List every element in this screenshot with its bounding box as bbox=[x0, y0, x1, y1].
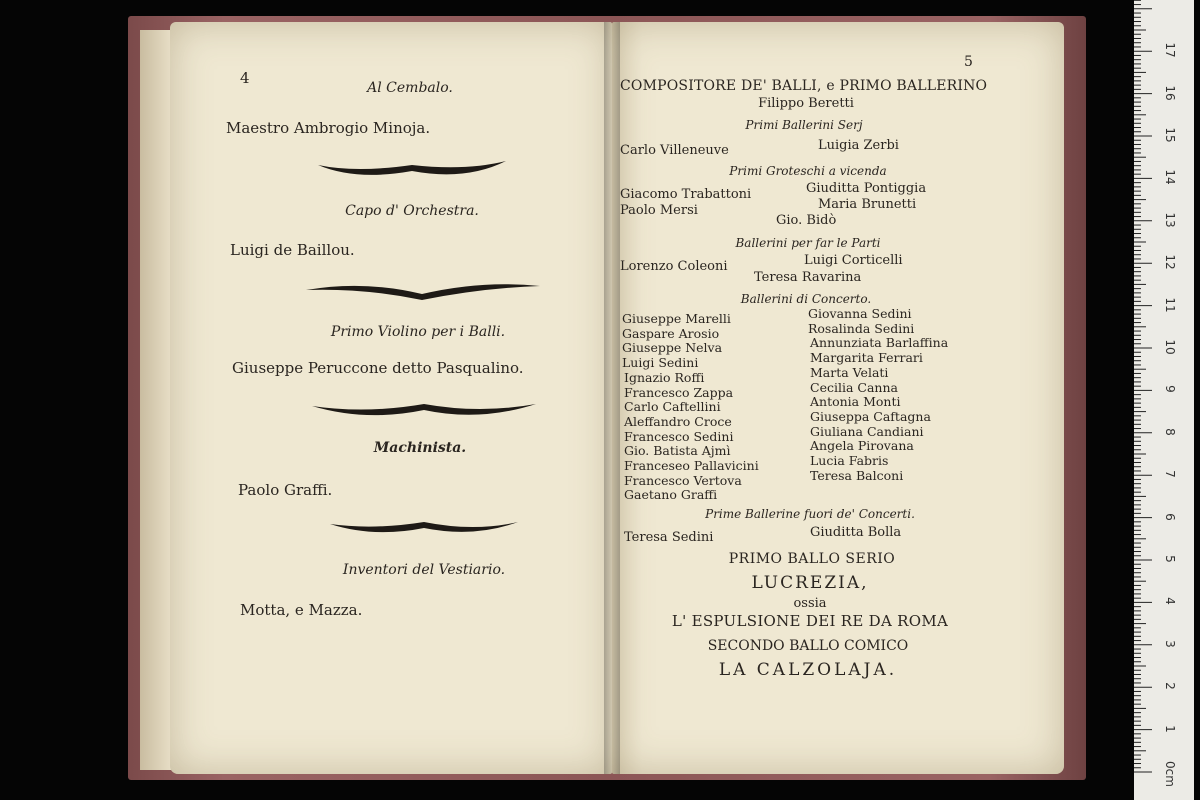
ruler-label: 7 bbox=[1163, 470, 1177, 478]
ruler-label: 10 bbox=[1163, 339, 1177, 355]
ornament-swash-3 bbox=[310, 398, 538, 424]
grotteschi-heading: Primi Groteschi a vicenda bbox=[729, 164, 887, 178]
machinista-heading: Machinista. bbox=[373, 440, 467, 456]
concerto-left-12: Gaetano Graffi bbox=[624, 487, 718, 503]
prime-fuori-right: Giuditta Bolla bbox=[810, 525, 902, 540]
ruler-label: 13 bbox=[1163, 212, 1177, 228]
ruler-label: 1 bbox=[1163, 724, 1177, 733]
concerto-left-7: Aleffandro Croce bbox=[624, 413, 732, 429]
left-page-number: 4 bbox=[240, 69, 250, 87]
violino-name: Giuseppe Peruccone detto Pasqualino. bbox=[232, 359, 524, 377]
concerto-right-7: Giuseppa Caftagna bbox=[810, 408, 931, 424]
concerto-right-0: Giovanna Sedini bbox=[808, 306, 912, 321]
cembalo-heading: Al Cembalo. bbox=[367, 80, 453, 96]
left-page-edge bbox=[140, 30, 172, 770]
concerto-left-3: Luigi Sedini bbox=[622, 355, 699, 371]
parti-center: Teresa Ravarina bbox=[754, 270, 862, 285]
ruler-label: 15 bbox=[1163, 127, 1177, 143]
ornament-swash-2 bbox=[304, 278, 542, 304]
concerto-right-6: Antonia Monti bbox=[810, 394, 901, 410]
concerto-right-9: Angela Pirovana bbox=[810, 438, 914, 454]
parti-left: Lorenzo Coleoni bbox=[620, 259, 728, 274]
measurement-ruler bbox=[1134, 0, 1194, 800]
concerto-left-5: Francesco Zappa bbox=[624, 384, 734, 400]
grotteschi-right-0: Giuditta Pontiggia bbox=[806, 181, 927, 196]
orchestra-heading: Capo d' Orchestra. bbox=[345, 203, 479, 219]
grotteschi-left-1: Paolo Mersi bbox=[620, 203, 698, 218]
ruler-label: 4 bbox=[1163, 597, 1177, 606]
ruler-label: 9 bbox=[1163, 385, 1177, 394]
orchestra-name: Luigi de Baillou. bbox=[230, 241, 355, 259]
secondo-ballo-label: SECONDO BALLO COMICO bbox=[707, 638, 909, 654]
vestiario-heading: Inventori del Vestiario. bbox=[342, 562, 506, 578]
ruler-label: 8 bbox=[1163, 427, 1177, 436]
grotteschi-center: Gio. Bidò bbox=[776, 213, 837, 228]
concerto-right-3: Margarita Ferrari bbox=[810, 350, 923, 366]
ruler-label: 2 bbox=[1163, 682, 1177, 690]
ruler-label: 3 bbox=[1163, 639, 1177, 648]
concerto-left-11: Francesco Vertova bbox=[624, 472, 742, 488]
primo-ballo-label: PRIMO BALLO SERIO bbox=[728, 551, 896, 567]
primi-serj-heading: Primi Ballerini Serj bbox=[745, 118, 863, 132]
grotteschi-right-1: Maria Brunetti bbox=[818, 197, 917, 212]
vestiario-name: Motta, e Mazza. bbox=[240, 601, 363, 619]
prime-fuori-heading: Prime Ballerine fuori de' Concerti. bbox=[705, 507, 915, 521]
ornament-swash-1 bbox=[316, 155, 508, 183]
ruler-label: 11 bbox=[1163, 296, 1177, 313]
ruler-label: 16 bbox=[1163, 84, 1177, 101]
concerto-right-2: Annunziata Barlaffina bbox=[810, 335, 949, 351]
prime-fuori-left: Teresa Sedini bbox=[624, 530, 714, 545]
ruler-label: 5 bbox=[1163, 555, 1177, 563]
concerto-right-5: Cecilia Canna bbox=[810, 379, 898, 395]
violino-heading: Primo Violino per i Balli. bbox=[330, 324, 506, 340]
primi-serj-left: Carlo Villeneuve bbox=[620, 143, 729, 158]
concerto-right-10: Lucia Fabris bbox=[810, 453, 889, 468]
concerto-left-0: Giuseppe Marelli bbox=[622, 311, 731, 326]
concerto-right-8: Giuliana Candiani bbox=[810, 423, 924, 439]
ruler-label: 17 bbox=[1163, 42, 1177, 58]
book-gutter bbox=[604, 22, 620, 774]
concerto-left-6: Carlo Caftellini bbox=[624, 399, 721, 415]
secondo-ballo-title: LA CALZOLAJA. bbox=[718, 660, 898, 680]
concerto-left-9: Gio. Batista Ajmì bbox=[624, 443, 731, 459]
concerto-right-1: Rosalinda Sedini bbox=[808, 320, 915, 336]
right-page-number: 5 bbox=[964, 54, 973, 70]
machinista-name: Paolo Graffi. bbox=[238, 481, 333, 499]
concerto-left-10: Franceseo Pallavicini bbox=[624, 458, 759, 473]
primo-ballo-title: LUCREZIA, bbox=[751, 573, 869, 593]
cembalo-name: Maestro Ambrogio Minoja. bbox=[226, 119, 431, 137]
concerto-heading: Ballerini di Concerto. bbox=[740, 292, 872, 306]
grotteschi-left-0: Giacomo Trabattoni bbox=[620, 187, 752, 202]
ruler-label: 0cm bbox=[1163, 761, 1177, 787]
primo-ballo-subtitle: L' ESPULSIONE DEI RE DA ROMA bbox=[671, 612, 949, 630]
parti-heading: Ballerini per far le Parti bbox=[735, 236, 881, 250]
ruler-label: 14 bbox=[1163, 169, 1177, 186]
parti-right: Luigi Corticelli bbox=[804, 253, 903, 268]
concerto-left-2: Giuseppe Nelva bbox=[622, 340, 723, 356]
concerto-left-1: Gaspare Arosio bbox=[622, 325, 720, 341]
ruler-label: 6 bbox=[1163, 512, 1177, 521]
ossia-text: ossia bbox=[793, 596, 827, 611]
concerto-right-4: Marta Velati bbox=[810, 364, 889, 380]
compositore-name: Filippo Beretti bbox=[758, 96, 854, 111]
concerto-right-11: Teresa Balconi bbox=[810, 467, 904, 483]
ornament-swash-4 bbox=[328, 516, 520, 542]
concerto-left-8: Francesco Sedini bbox=[624, 428, 734, 444]
compositore-heading: COMPOSITORE DE' BALLI, e PRIMO BALLERINO bbox=[620, 78, 988, 94]
concerto-left-4: Ignazio Roffi bbox=[624, 369, 705, 385]
primi-serj-right: Luigia Zerbi bbox=[818, 138, 899, 153]
ruler-label: 12 bbox=[1163, 254, 1177, 270]
